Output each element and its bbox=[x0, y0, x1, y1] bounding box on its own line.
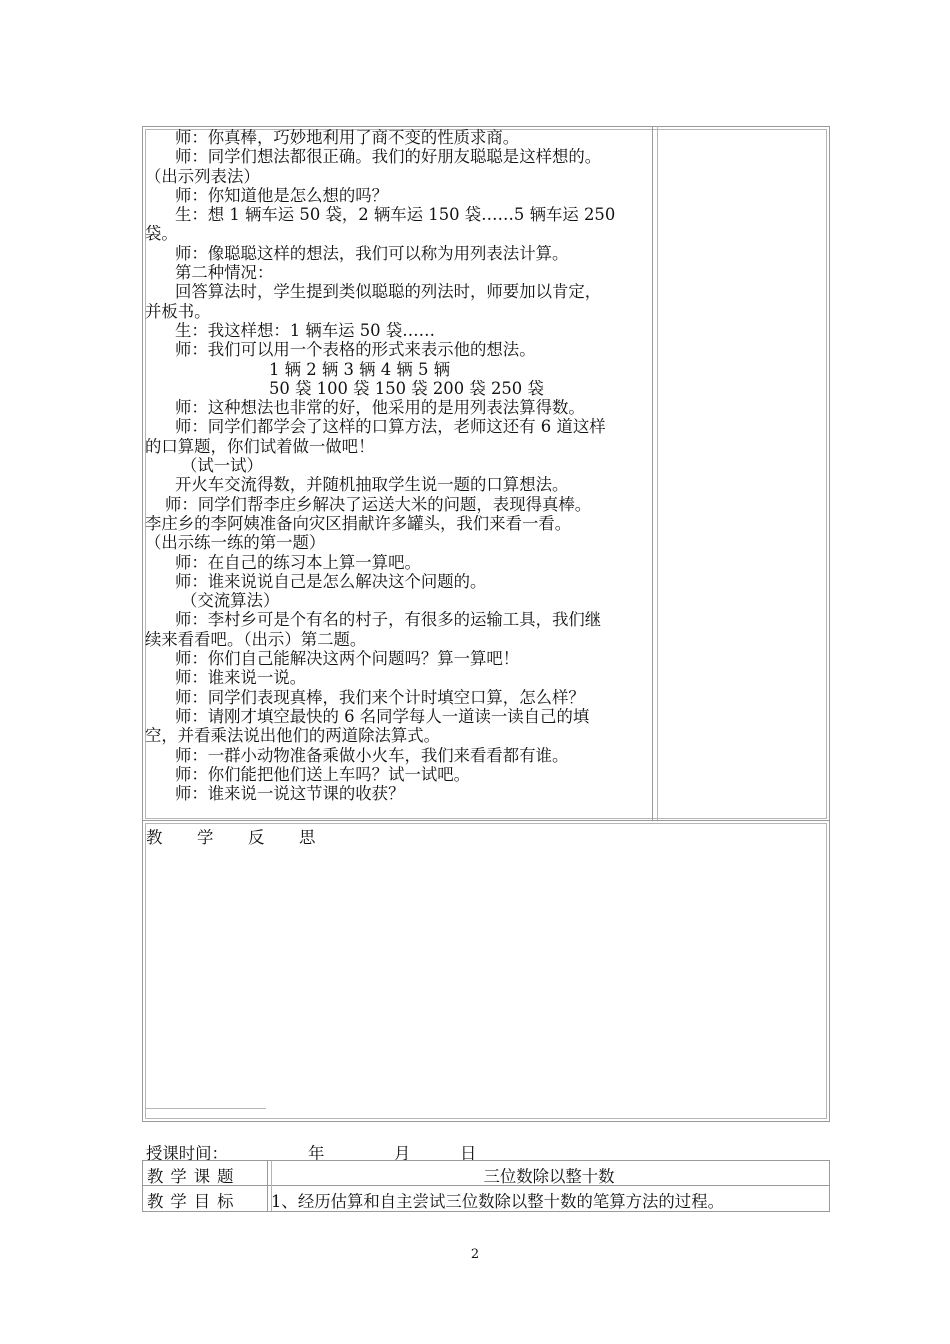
text-line: 师：像聪聪这样的想法，我们可以称为用列表法计算。 bbox=[175, 243, 569, 263]
text-line: 生：想 1 辆车运 50 袋，2 辆车运 150 袋……5 辆车运 250 bbox=[175, 205, 616, 225]
topic-value: 三位数除以整十数 bbox=[483, 1167, 615, 1186]
text-line: 师：同学们都学会了这样的口算方法，老师这还有 6 道这样 bbox=[175, 417, 606, 437]
topic-row bbox=[143, 1161, 829, 1186]
text-line: 师：我们可以用一个表格的形式来表示他的想法。 bbox=[175, 340, 536, 360]
topic-label: 教学课题 bbox=[147, 1167, 241, 1186]
text-line: 师：一群小动物准备乘做小火车，我们来看看都有谁。 bbox=[175, 745, 569, 765]
text-line: 开火车交流得数，并随机抽取学生说一题的口算想法。 bbox=[175, 475, 569, 495]
text-line: （交流算法） bbox=[181, 591, 280, 611]
text-line: 师：谁来说说自己是怎么解决这个问题的。 bbox=[175, 571, 487, 591]
text-line: 续来看看吧。（出示）第二题。 bbox=[145, 629, 367, 649]
text-line: 并板书。 bbox=[145, 301, 211, 321]
teaching-reflection-title bbox=[146, 824, 350, 848]
text-line: 师：这种想法也非常的好，他采用的是用列表法算得数。 bbox=[175, 398, 585, 418]
text-line: 空，并看乘法说出他们的两道除法算式。 bbox=[145, 726, 441, 746]
text-line: 师：李村乡可是个有名的村子，有很多的运输工具，我们继 bbox=[175, 610, 602, 630]
text-line: 生：我这样想：1 辆车运 50 袋…… bbox=[175, 320, 435, 340]
reflection-char: 思 bbox=[299, 828, 316, 847]
reflection-char: 学 bbox=[197, 828, 214, 847]
lesson-info-table bbox=[142, 1160, 830, 1212]
text-line: （试一试） bbox=[181, 456, 263, 476]
text-line: 50 袋 100 袋 150 袋 200 袋 250 袋 bbox=[269, 378, 544, 398]
text-line: 第二种情况： bbox=[175, 263, 274, 283]
schedule-year: 年 bbox=[308, 1144, 325, 1163]
text-line: 师：你真棒，巧妙地利用了商不变的性质求商。 bbox=[175, 128, 520, 147]
goal-value: 1、经历估算和自主尝试三位数除以整十数的笔算方法的过程。 bbox=[271, 1192, 724, 1211]
text-line: 师：谁来说一说这节课的收获？ bbox=[175, 784, 405, 804]
text-line: 师：请刚才填空最快的 6 名同学每人一道读一读自己的填 bbox=[175, 706, 590, 726]
goal-label: 教学目标 bbox=[147, 1192, 241, 1211]
text-line: 师：同学们表现真棒，我们来个计时填空口算，怎么样？ bbox=[175, 687, 585, 707]
text-line: 师：谁来说一说。 bbox=[175, 668, 307, 688]
text-line: 师：同学们想法都很正确。我们的好朋友聪聪是这样想的。 bbox=[175, 147, 602, 167]
text-line: （出示练一练的第一题） bbox=[145, 533, 326, 553]
schedule-day: 日 bbox=[460, 1144, 477, 1163]
text-line: 回答算法时，学生提到类似聪聪的列法时，师要加以肯定， bbox=[175, 282, 602, 302]
goal-row bbox=[143, 1186, 829, 1210]
text-line: 袋。 bbox=[145, 224, 178, 244]
text-line: （出示列表法） bbox=[145, 166, 260, 186]
text-line: 1 辆 2 辆 3 辆 4 辆 5 辆 bbox=[269, 359, 450, 379]
lesson-table-divider bbox=[267, 1161, 272, 1211]
text-line: 师：在自己的练习本上算一算吧。 bbox=[175, 552, 421, 572]
reflection-char: 反 bbox=[248, 828, 265, 847]
schedule-label: 授课时间： bbox=[146, 1144, 228, 1163]
text-line: 的口算题，你们试着做一做吧！ bbox=[145, 436, 375, 456]
text-line: 师：同学们帮李庄乡解决了运送大米的问题，表现得真棒。 bbox=[165, 494, 592, 514]
text-line: 师：你们能把他们送上车吗？试一试吧。 bbox=[175, 764, 471, 784]
reflection-char: 教 bbox=[146, 828, 163, 847]
text-line: 李庄乡的李阿姨准备向灾区捐献许多罐头，我们来看一看。 bbox=[145, 513, 572, 533]
teaching-reflection-box bbox=[142, 820, 830, 1122]
text-line: 师：你知道他是怎么想的吗？ bbox=[175, 185, 389, 205]
reflection-inner-rule bbox=[146, 1108, 266, 1113]
page-number: 2 bbox=[470, 1247, 480, 1262]
text-line: 师：你们自己能解决这两个问题吗？算一算吧！ bbox=[175, 649, 520, 669]
schedule-month: 月 bbox=[394, 1144, 411, 1163]
lesson-process-text bbox=[145, 128, 653, 803]
